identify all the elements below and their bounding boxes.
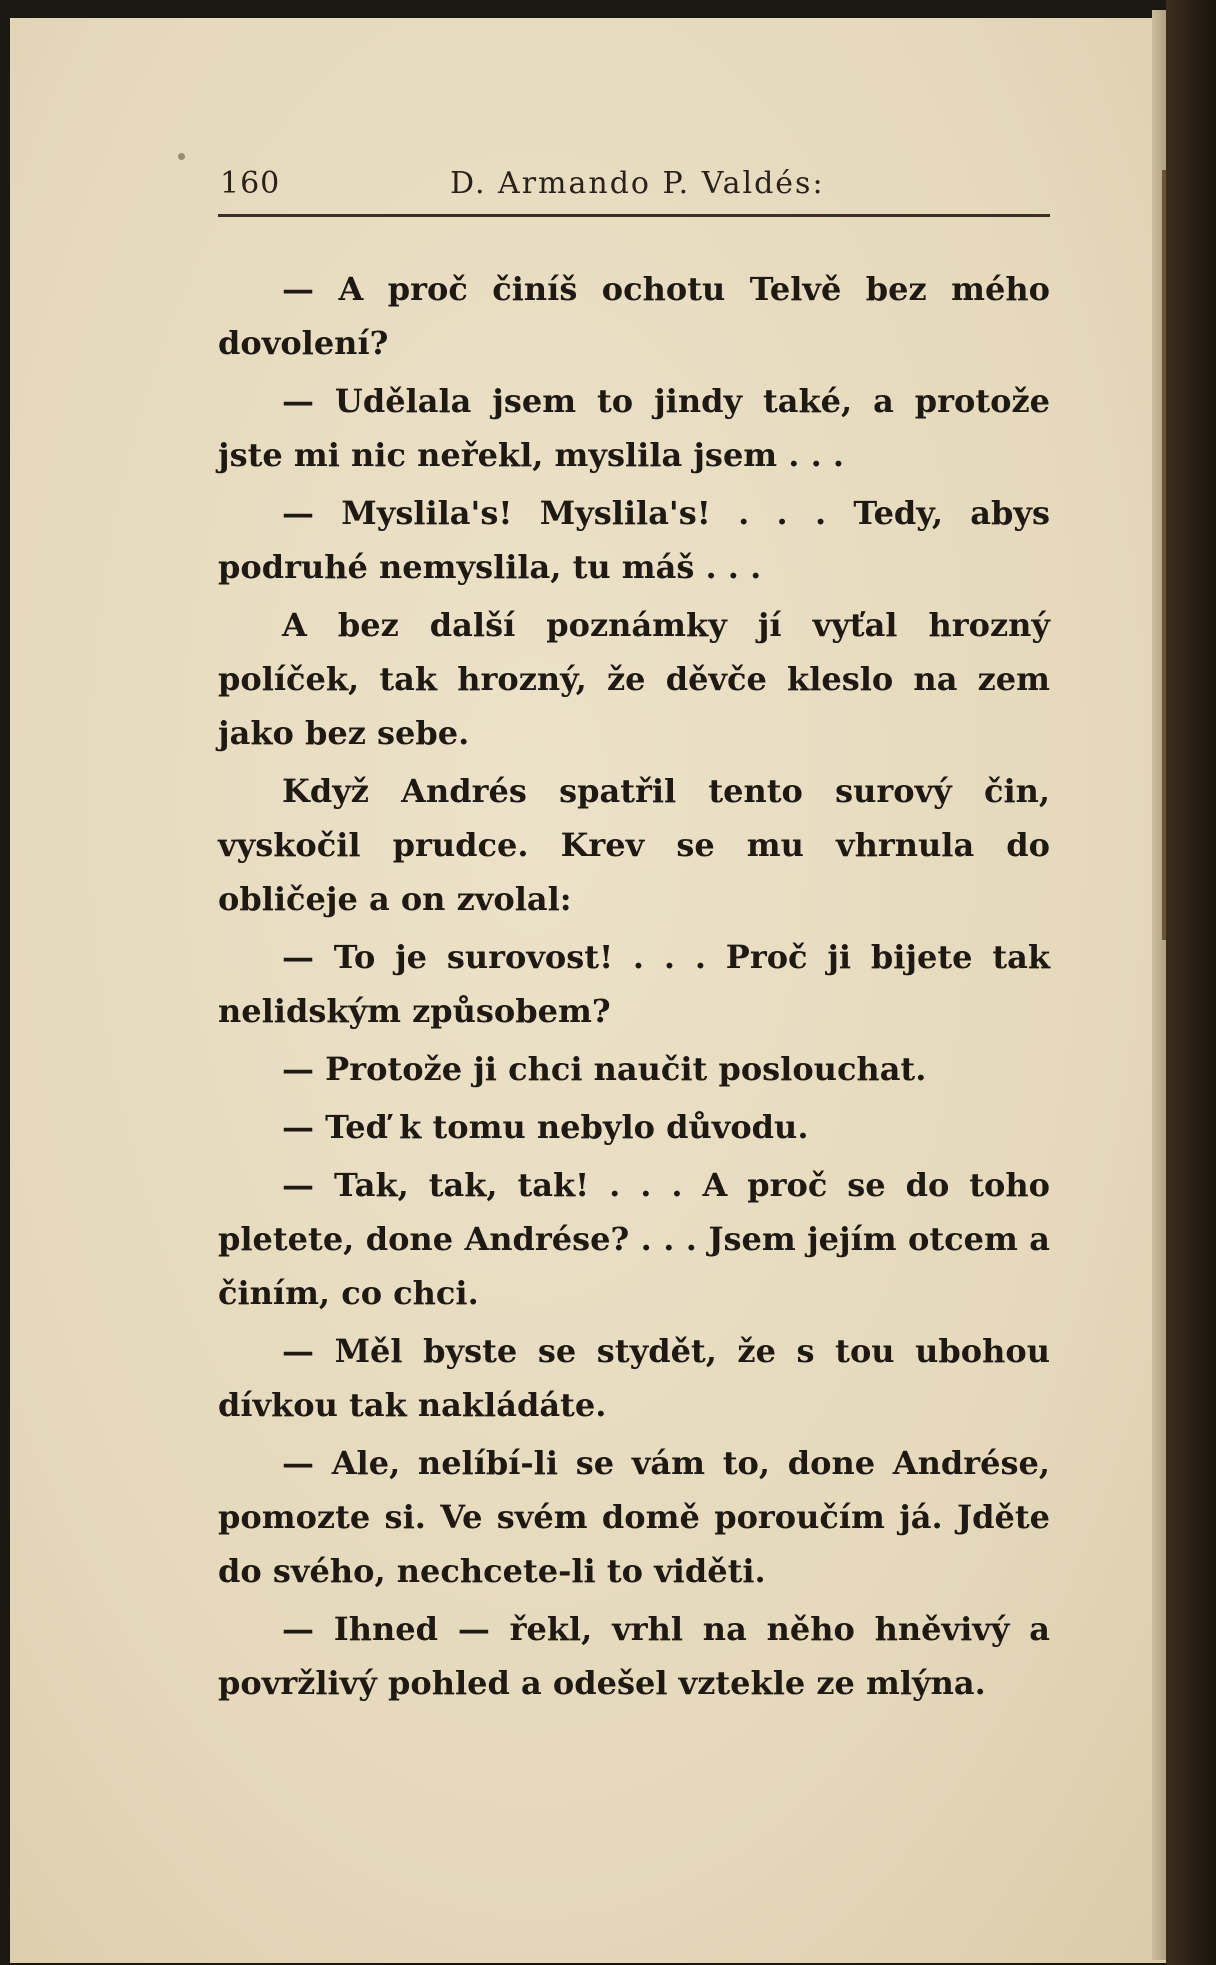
paragraph: — Teď k tomu nebylo důvodu. xyxy=(282,1108,809,1146)
paper-speck xyxy=(178,153,185,160)
page-header xyxy=(218,158,1050,210)
paragraph: — Myslila's! Myslila's! . . . Tedy, abys podruhé nemyslila, tu máš . . . xyxy=(218,494,1050,586)
page-number: 160 xyxy=(220,166,281,201)
paragraph: — To je surovost! . . . Proč ji bijete tak nelidským způsobem? xyxy=(218,938,1050,1030)
paragraph: — Tak, tak, tak! . . . A proč se do toho pletete, done Andrése? . . . Jsem jejím otcem a činím, co chci. xyxy=(218,1166,1050,1312)
paragraph: — Ihned — řekl, vrhl na něho hněvivý a povržlivý pohled a odešel vztekle ze mlýna. xyxy=(218,1610,1050,1702)
header-rule xyxy=(218,214,1050,217)
paragraph: — Protože ji chci naučit poslouchat. xyxy=(282,1050,927,1088)
running-title: D. Armando P. Valdés: xyxy=(450,166,825,201)
paragraph: — Udělala jsem to jindy také, a protože jste mi nic neřekl, myslila jsem . . . xyxy=(218,382,1050,474)
book-gutter xyxy=(1166,0,1216,1965)
paragraph: A bez další poznámky jí vyťal hrozný políček, tak hrozný, že děvče kleslo na zem jako bez sebe. xyxy=(218,606,1050,752)
body-text xyxy=(218,262,1050,1714)
paragraph: — Měl byste se stydět, že s tou ubohou dívkou tak nakládáte. xyxy=(218,1332,1050,1424)
paragraph: — Ale, nelíbí-li se vám to, done Andrése, pomozte si. Ve svém domě poroučím já. Jděte do svého, nechcete-li to viděti. xyxy=(218,1444,1050,1590)
paragraph: — A proč činíš ochotu Telvě bez mého dovolení? xyxy=(218,270,1050,362)
paragraph: Když Andrés spatřil tento surový čin, vyskočil prudce. Krev se mu vhrnula do obličeje a on zvolal: xyxy=(218,772,1050,918)
